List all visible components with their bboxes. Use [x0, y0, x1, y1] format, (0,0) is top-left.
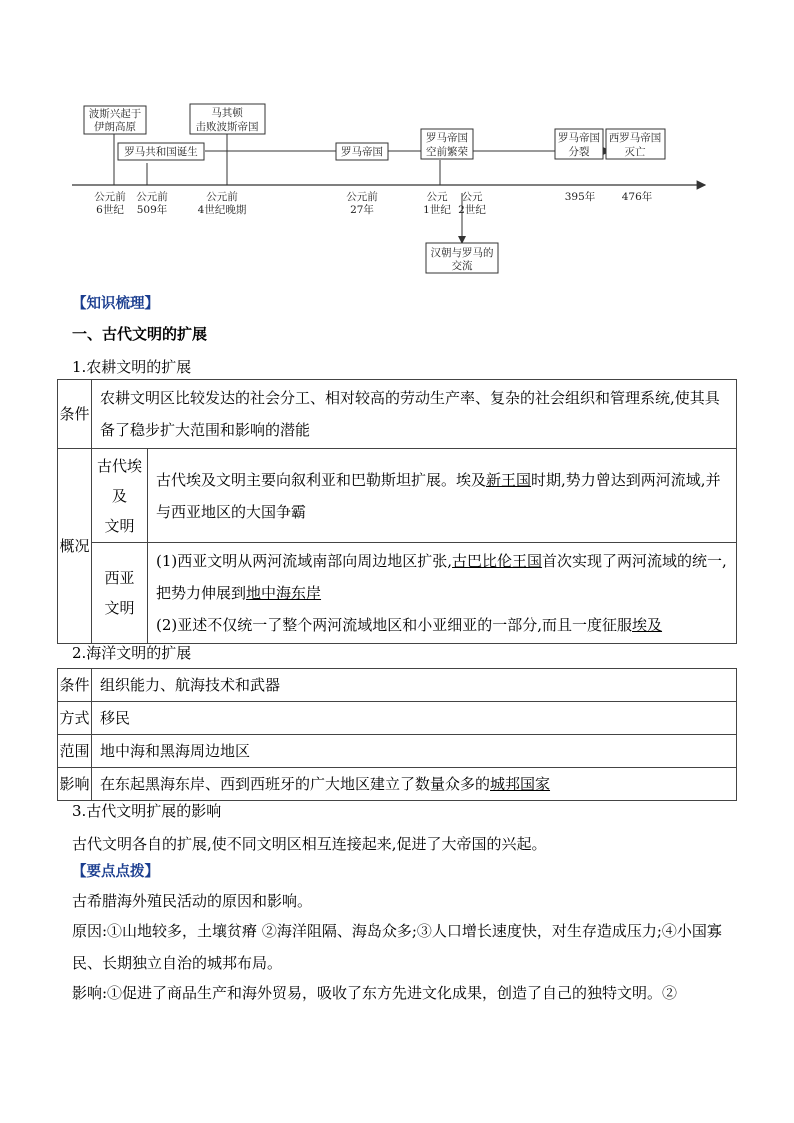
table-label: 方式: [58, 702, 92, 735]
svg-text:公元: 公元: [461, 191, 483, 203]
svg-text:509年: 509年: [136, 204, 168, 216]
subheading-agri: 1.农耕文明的扩展: [72, 358, 192, 376]
table-cell: 地中海和黑海周边地区: [92, 735, 737, 768]
svg-text:公元前: 公元前: [94, 191, 126, 203]
table-cell: 农耕文明区比较发达的社会分工、相对较高的劳动生产率、复杂的社会组织和管理系统,使其具备了稳步扩大范围和影响的潜能: [92, 380, 737, 449]
svg-text:交流: 交流: [451, 260, 473, 272]
table-cell: 移民: [92, 702, 737, 735]
svg-text:27年: 27年: [350, 204, 374, 216]
svg-text:罗马帝国: 罗马帝国: [558, 132, 600, 144]
svg-text:6世纪: 6世纪: [96, 204, 124, 216]
tick-label: [346, 190, 378, 216]
svg-text:476年: 476年: [621, 191, 653, 203]
svg-text:灭亡: 灭亡: [624, 146, 646, 158]
tick-label: [458, 191, 486, 216]
svg-text:马其顿: 马其顿: [211, 107, 243, 119]
event-roman-empire: [336, 143, 388, 160]
table-cell: 古代埃及文明主要向叙利亚和巴勒斯坦扩展。埃及新王国时期,势力曾达到两河流域,并与西亚地区的大国争霸: [148, 449, 737, 543]
subheading-ocean: 2.海洋文明的扩展: [72, 644, 192, 662]
svg-text:罗马共和国诞生: 罗马共和国诞生: [124, 146, 198, 158]
event-west-rome-fall: [606, 129, 665, 159]
event-roman-prosperity: [421, 129, 473, 159]
svg-text:汉朝与罗马的: 汉朝与罗马的: [430, 247, 494, 259]
table-cell: 在东起黑海东岸、西到西班牙的广大地区建立了数量众多的城邦国家: [92, 768, 737, 801]
svg-text:西罗马帝国: 西罗马帝国: [608, 132, 662, 144]
event-persia: [84, 106, 146, 134]
tick-label: [565, 190, 596, 203]
svg-text:罗马帝国: 罗马帝国: [426, 132, 468, 144]
tick-label: [198, 190, 247, 216]
tick-label: [94, 190, 126, 216]
table-cell: 组织能力、航海技术和武器: [92, 669, 737, 702]
svg-text:空前繁荣: 空前繁荣: [426, 146, 468, 158]
event-roman-republic: [118, 143, 204, 160]
subheading-impact: 3.古代文明扩展的影响: [72, 802, 222, 820]
section-title: 一、古代文明的扩展: [72, 325, 208, 343]
svg-text:分裂: 分裂: [568, 146, 590, 158]
table-sublabel: 古代埃 及 文明: [92, 449, 148, 543]
svg-text:2世纪: 2世纪: [458, 204, 486, 216]
svg-text:4世纪晚期: 4世纪晚期: [197, 204, 247, 216]
table-agri-expansion: [57, 379, 737, 644]
svg-text:1世纪: 1世纪: [423, 204, 451, 216]
tick-label: [423, 191, 451, 216]
table-label: 条件: [58, 380, 92, 449]
event-roman-split: [555, 129, 603, 159]
paragraph-reason: 原因:①山地较多，土壤贫瘠 ②海洋阻隔、海岛众多;③人口增长速度快，对生存造成压力;④小国寡民、长期独立自治的城邦布局。: [72, 922, 722, 972]
section-label-points: 【要点点拨】: [72, 863, 159, 880]
table-sublabel: 西亚 文明: [92, 543, 148, 644]
table-label: 条件: [58, 669, 92, 702]
timeline-diagram: [0, 0, 794, 290]
svg-text:波斯兴起于: 波斯兴起于: [88, 108, 142, 120]
svg-text:公元前: 公元前: [206, 191, 238, 203]
table-cell: (1)西亚文明从两河流域南部向周边地区扩张,古巴比伦王国首次实现了两河流域的统一,把势力伸展到地中海东岸 (2)亚述不仅统一了整个两河流域地区和小亚细亚的一部分,而且一度征服埃及: [148, 543, 737, 644]
table-label: 概况: [58, 449, 92, 644]
point-title: 古希腊海外殖民活动的原因和影响。: [72, 892, 313, 910]
svg-text:伊朗高原: 伊朗高原: [94, 121, 136, 133]
event-han-rome: [426, 243, 498, 273]
table-ocean-expansion: [57, 668, 737, 801]
svg-text:击败波斯帝国: 击败波斯帝国: [195, 121, 259, 133]
table-label: 影响: [58, 768, 92, 801]
paragraph-effect: 影响:①促进了商品生产和海外贸易，吸收了东方先进文化成果，创造了自己的独特文明。②: [72, 984, 678, 1002]
svg-text:公元前: 公元前: [136, 191, 168, 203]
svg-text:公元前: 公元前: [346, 191, 378, 203]
tick-label: [622, 190, 653, 203]
event-macedon: [190, 104, 265, 134]
section-label-knowledge: 【知识梳理】: [72, 295, 159, 312]
table-label: 范围: [58, 735, 92, 768]
paragraph-impact: 古代文明各自的扩展,使不同文明区相互连接起来,促进了大帝国的兴起。: [72, 835, 547, 853]
svg-text:公元: 公元: [426, 191, 448, 203]
svg-text:395年: 395年: [564, 191, 596, 203]
svg-text:罗马帝国: 罗马帝国: [341, 146, 383, 158]
tick-label: [136, 190, 168, 216]
